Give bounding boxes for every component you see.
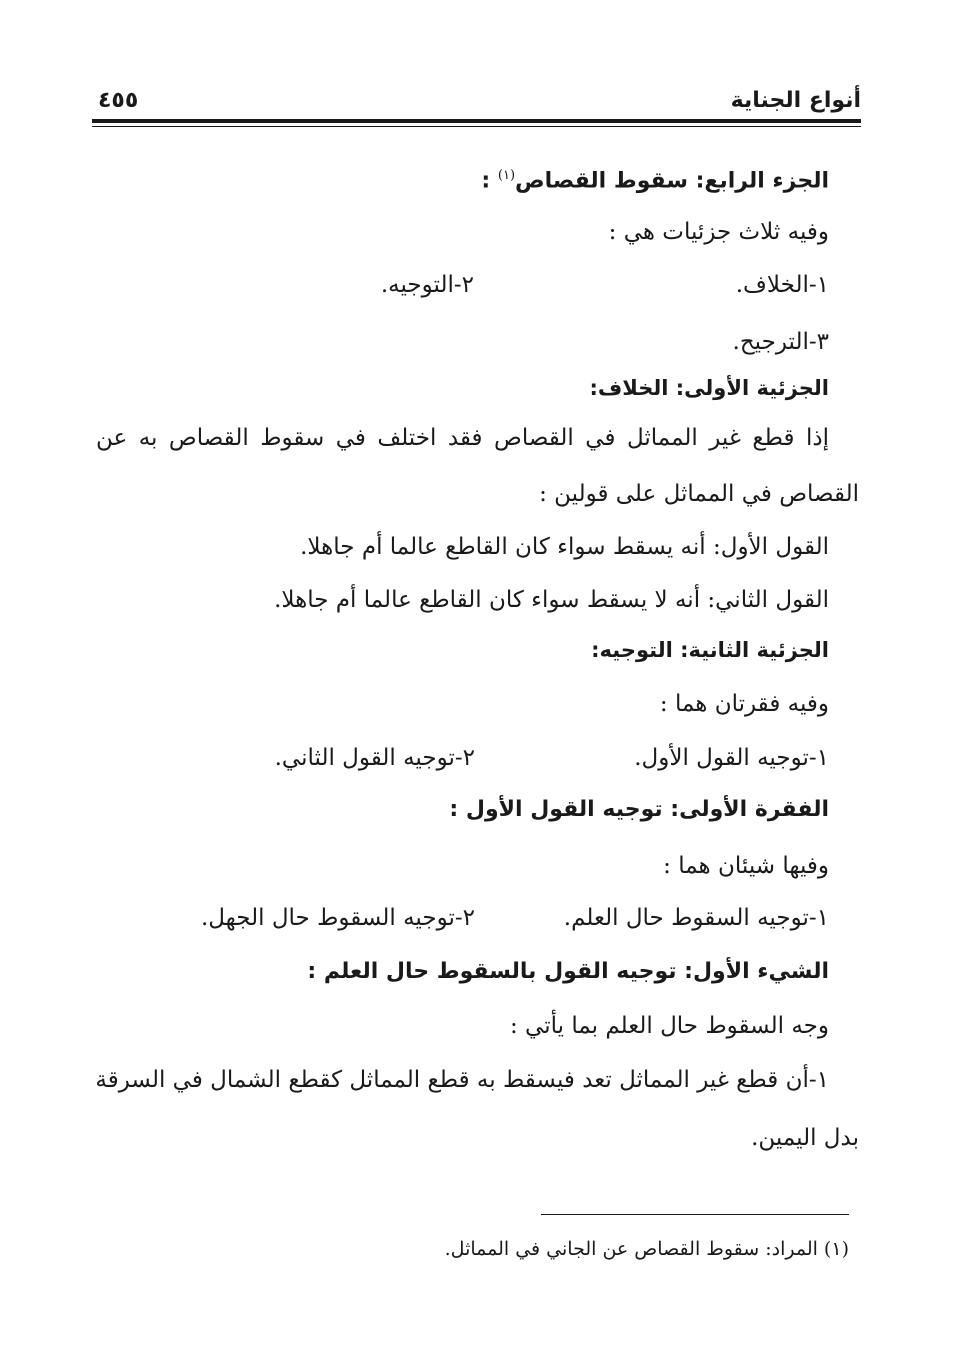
thing-item-2: ٢-توجيه السقوط حال الجهل. xyxy=(200,905,475,931)
chapter-title: أنواع الجناية xyxy=(730,88,861,113)
thing-item-1: ١-توجيه السقوط حال العلم. xyxy=(563,905,829,931)
intro-things: وفيها شيئان هما : xyxy=(663,853,829,879)
footnote-rule xyxy=(541,1214,849,1215)
part4-heading xyxy=(481,156,829,201)
subpart-item-3: ٣-الترجيح. xyxy=(732,329,829,355)
page-header xyxy=(92,86,861,120)
paragraph-1-line-2: القصاص في المماثل على قولين : xyxy=(539,481,859,507)
reason-intro: وجه السقوط حال العلم بما يأتي : xyxy=(509,1013,829,1039)
paragraph-item-1: ١-توجيه القول الأول. xyxy=(634,745,829,771)
header-rule-thick xyxy=(92,119,861,123)
paragraph1-heading: الفقرة الأولى: توجيه القول الأول : xyxy=(449,797,829,822)
opinion-2: القول الثاني: أنه لا يسقط سواء كان القاطع عالما أم جاهلا. xyxy=(274,587,829,613)
page-number: ٤٥٥ xyxy=(98,88,139,113)
subpart2-heading: الجزئية الثانية: التوجيه: xyxy=(591,638,829,662)
intro-paragraphs: وفيه فقرتان هما : xyxy=(659,691,829,717)
subpart-item-2: ٢-التوجيه. xyxy=(380,272,474,298)
paragraph-1-line-1: إذا قطع غير المماثل في القصاص فقد اختلف في سقوط القصاص به عن xyxy=(96,425,829,451)
subpart-item-1: ١-الخلاف. xyxy=(735,272,829,298)
part4-heading-colon: : xyxy=(481,168,491,194)
footnote-ref: (١) xyxy=(497,168,516,183)
header-rule-thin xyxy=(92,126,861,127)
intro-subparts: وفيه ثلاث جزئيات هي : xyxy=(608,219,829,245)
part4-heading-text: الجزء الرابع: سقوط القصاص xyxy=(515,168,829,194)
footnote: (١) المراد: سقوط القصاص عن الجاني في المماثل. xyxy=(444,1238,849,1260)
opinion-1: القول الأول: أنه يسقط سواء كان القاطع عالما أم جاهلا. xyxy=(300,534,829,560)
subpart1-heading: الجزئية الأولى: الخلاف: xyxy=(589,376,829,400)
reason-1-line-1: ١-أن قطع غير المماثل تعد فيسقط به قطع المماثل كقطع الشمال في السرقة xyxy=(95,1067,829,1093)
thing1-heading: الشيء الأول: توجيه القول بالسقوط حال العلم : xyxy=(307,959,829,984)
paragraph-item-2: ٢-توجيه القول الثاني. xyxy=(274,745,475,771)
reason-1-line-2: بدل اليمين. xyxy=(751,1125,859,1151)
